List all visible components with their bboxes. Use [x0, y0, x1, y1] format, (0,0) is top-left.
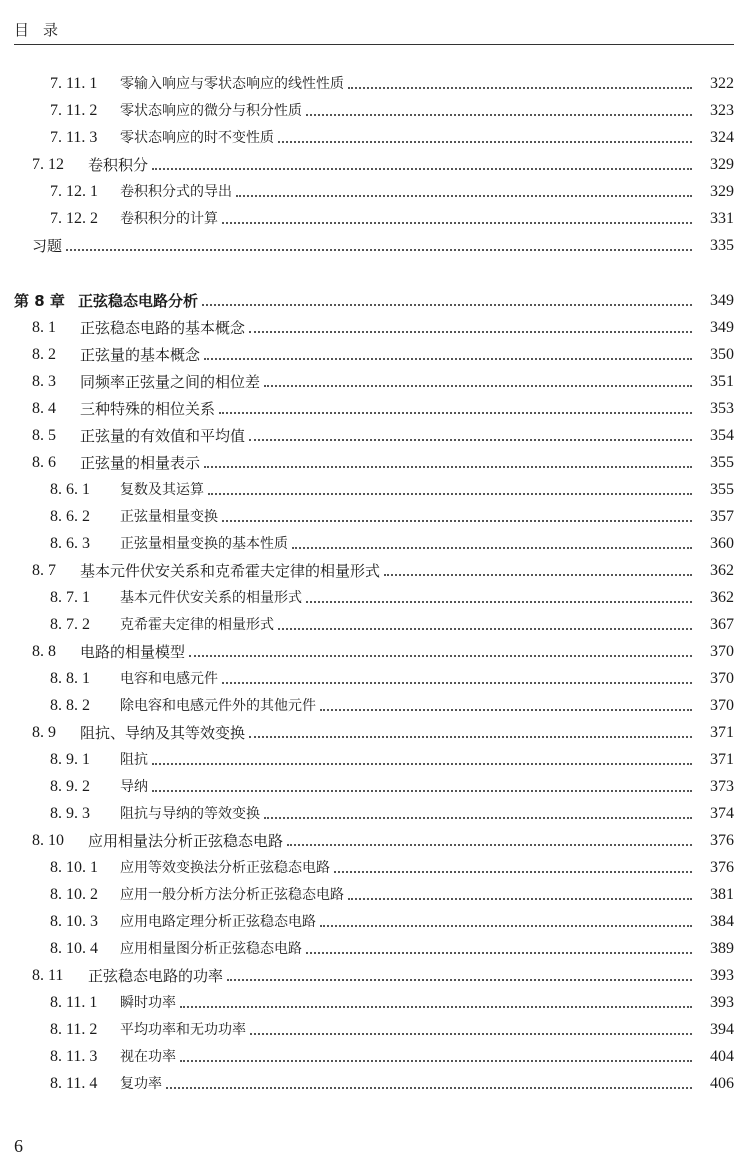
toc-entry[interactable]	[0, 393, 750, 419]
toc-entry-page: 360	[710, 535, 734, 552]
toc-entry-number: 8. 11. 4	[50, 1075, 98, 1092]
dot-leader	[348, 87, 692, 89]
toc-entry-number: 8. 6. 2	[50, 508, 90, 525]
toc-entry[interactable]	[0, 68, 750, 94]
toc-entry[interactable]	[0, 852, 750, 878]
toc-entry[interactable]	[0, 447, 750, 473]
toc-entry-title: 导纳	[120, 779, 148, 795]
toc-entry[interactable]	[0, 906, 750, 932]
toc-entry[interactable]	[0, 690, 750, 716]
toc-entry-title: 正弦量的有效值和平均值	[80, 427, 246, 445]
toc-entry-number: 8. 6. 1	[50, 481, 90, 498]
toc-entry[interactable]	[0, 285, 750, 311]
toc-entry-title: 应用相量图分析正弦稳态电路	[120, 941, 302, 957]
toc-entry-page: 389	[710, 940, 734, 957]
page-number: 6	[14, 1136, 23, 1156]
toc-entry-title: 复功率	[120, 1076, 162, 1092]
toc-entry-page: 355	[710, 481, 734, 498]
dot-leader	[204, 358, 692, 360]
toc-entry-title: 瞬时功率	[120, 995, 176, 1011]
toc-entry-number: 7. 12. 1	[50, 183, 98, 200]
dot-leader	[227, 979, 692, 981]
toc-entry-number: 8. 11	[32, 967, 64, 984]
dot-leader	[306, 952, 692, 954]
toc-entry-title: 平均功率和无功功率	[120, 1022, 246, 1038]
toc-entry-number: 8. 8. 2	[50, 697, 90, 714]
running-head: 目录	[14, 21, 73, 39]
dot-leader	[202, 304, 692, 306]
toc-entry-page: 331	[710, 210, 734, 227]
toc-entry-number: 8. 7. 2	[50, 616, 90, 633]
toc-entry-title: 除电容和电感元件外的其他元件	[120, 698, 316, 714]
toc-entry-title: 正弦稳态电路的基本概念	[80, 319, 246, 337]
toc-entry-page: 349	[710, 292, 734, 309]
dot-leader	[66, 249, 692, 251]
toc-entry-number: 8. 7. 1	[50, 589, 90, 606]
dot-leader	[222, 520, 692, 522]
toc-entry-page: 371	[710, 724, 734, 741]
dot-leader	[249, 736, 692, 738]
toc-entry-number: 8. 5	[32, 427, 56, 444]
toc-entry[interactable]	[0, 122, 750, 148]
toc-entry-page: 393	[710, 994, 734, 1011]
toc-entry-number: 8. 1	[32, 319, 56, 336]
toc-entry-title: 零输入响应与零状态响应的线性性质	[120, 76, 344, 92]
toc-entry[interactable]	[0, 501, 750, 527]
dot-leader	[306, 114, 692, 116]
toc-entry[interactable]	[0, 960, 750, 986]
dot-leader	[180, 1006, 692, 1008]
toc-entry-number: 8. 8	[32, 643, 56, 660]
toc-entry-title: 正弦稳态电路的功率	[88, 967, 224, 985]
toc-entry-number: 8. 11. 3	[50, 1048, 98, 1065]
toc-entry-page: 367	[710, 616, 734, 633]
toc-entry-number: 7. 12	[32, 156, 64, 173]
toc-entry-title: 视在功率	[120, 1049, 176, 1065]
toc-entry-page: 353	[710, 400, 734, 417]
toc-entry-number: 8. 10. 1	[50, 859, 98, 876]
toc-entry-number: 8. 11. 2	[50, 1021, 98, 1038]
toc-entry-number: 8. 2	[32, 346, 56, 363]
toc-entry-page: 324	[710, 129, 734, 146]
toc-entry-page: 404	[710, 1048, 734, 1065]
toc-entry-number: 8. 6	[32, 454, 56, 471]
toc-entry-title: 电路的相量模型	[80, 643, 186, 661]
dot-leader	[250, 1033, 692, 1035]
toc-entry-number: 8. 6. 3	[50, 535, 90, 552]
toc-entry-page: 381	[710, 886, 734, 903]
toc-entry-title: 正弦量相量变换的基本性质	[120, 536, 288, 552]
toc-entry-page: 357	[710, 508, 734, 525]
toc-entry-title: 卷积积分	[88, 156, 149, 174]
toc-entry-title: 零状态响应的微分与积分性质	[120, 103, 302, 119]
dot-leader	[264, 385, 692, 387]
dot-leader	[264, 817, 692, 819]
dot-leader	[278, 628, 692, 630]
toc-entry[interactable]	[0, 663, 750, 689]
toc-entry-page: 373	[710, 778, 734, 795]
toc-entry-title: 阻抗、导纳及其等效变换	[80, 724, 246, 742]
dot-leader	[166, 1087, 692, 1089]
toc-entry-title: 克希霍夫定律的相量形式	[120, 617, 274, 633]
toc-entry-page: 349	[710, 319, 734, 336]
toc-entry-page: 384	[710, 913, 734, 930]
toc-entry-page: 376	[710, 859, 734, 876]
toc-entry[interactable]	[0, 95, 750, 121]
toc-entry-title: 应用电路定理分析正弦稳态电路	[120, 914, 316, 930]
toc-entry[interactable]	[0, 636, 750, 662]
toc-entry[interactable]	[0, 176, 750, 202]
dot-leader	[320, 709, 692, 711]
dot-leader	[189, 655, 692, 657]
toc-entry[interactable]	[0, 987, 750, 1013]
toc-entry-page: 376	[710, 832, 734, 849]
toc-entry-title: 卷积积分的计算	[120, 211, 218, 227]
dot-leader	[292, 547, 692, 549]
dot-leader	[334, 871, 692, 873]
toc-entry-number: 7. 11. 2	[50, 102, 98, 119]
toc-entry-number: 8. 9. 3	[50, 805, 90, 822]
toc-entry[interactable]	[0, 825, 750, 851]
toc-entry-title: 同频率正弦量之间的相位差	[80, 373, 261, 391]
toc-entry[interactable]	[0, 1068, 750, 1094]
toc-entry-page: 354	[710, 427, 734, 444]
toc-entry-number: 8. 9. 2	[50, 778, 90, 795]
toc-entry-number: 8. 8. 1	[50, 670, 90, 687]
toc-entry-title: 应用一般分析方法分析正弦稳态电路	[120, 887, 344, 903]
dot-leader	[152, 790, 692, 792]
toc-entry-page: 371	[710, 751, 734, 768]
toc-entry-page: 323	[710, 102, 734, 119]
toc-entry-page: 322	[710, 75, 734, 92]
toc-entry-page: 362	[710, 562, 734, 579]
toc-entry-title: 正弦量的基本概念	[80, 346, 201, 364]
dot-leader	[249, 439, 692, 441]
toc-entry[interactable]	[0, 582, 750, 608]
dot-leader	[180, 1060, 692, 1062]
dot-leader	[348, 898, 692, 900]
toc-entry-page: 370	[710, 697, 734, 714]
toc-entry-number: 8. 7	[32, 562, 56, 579]
toc-entry-title: 习题	[32, 237, 63, 255]
toc-entry-title: 正弦量相量变换	[120, 509, 218, 525]
toc-entry-number: 8. 11. 1	[50, 994, 98, 1011]
dot-leader	[222, 222, 692, 224]
toc-entry[interactable]	[0, 1041, 750, 1067]
toc-entry-number: 7. 11. 3	[50, 129, 98, 146]
dot-leader	[222, 682, 692, 684]
toc-entry-number: 7. 11. 1	[50, 75, 98, 92]
toc-entry-page: 393	[710, 967, 734, 984]
toc-entry-number: 8. 3	[32, 373, 56, 390]
dot-leader	[320, 925, 692, 927]
toc-entry-number: 8. 9	[32, 724, 56, 741]
dot-leader	[204, 466, 692, 468]
toc-entry-page: 374	[710, 805, 734, 822]
toc-entry-number: 8. 10. 4	[50, 940, 98, 957]
toc-entry-title: 基本元件伏安关系的相量形式	[120, 590, 302, 606]
toc-entry-title: 正弦稳态电路分析	[78, 292, 199, 310]
toc-entry[interactable]	[0, 798, 750, 824]
toc-entry-number: 8. 10. 2	[50, 886, 98, 903]
dot-leader	[306, 601, 692, 603]
toc-entry[interactable]	[0, 609, 750, 635]
toc-entry[interactable]	[0, 717, 750, 743]
toc-entry-title: 应用相量法分析正弦稳态电路	[88, 832, 284, 850]
toc-entry-title: 基本元件伏安关系和克希霍夫定律的相量形式	[80, 562, 381, 580]
toc-entry[interactable]	[0, 230, 750, 256]
toc-entry-number: 7. 12. 2	[50, 210, 98, 227]
toc-entry[interactable]	[0, 203, 750, 229]
toc-entry-page: 370	[710, 643, 734, 660]
toc-entry-number: 8. 9. 1	[50, 751, 90, 768]
toc-entry-title: 零状态响应的时不变性质	[120, 130, 274, 146]
toc-entry-title: 电容和电感元件	[120, 671, 218, 687]
toc-entry-page: 406	[710, 1075, 734, 1092]
dot-leader	[236, 195, 692, 197]
toc-entry-page: 335	[710, 237, 734, 254]
toc-entry-page: 329	[710, 183, 734, 200]
toc-entry-title: 复数及其运算	[120, 482, 204, 498]
toc-entry[interactable]	[0, 744, 750, 770]
toc-entry[interactable]	[0, 879, 750, 905]
header-rule	[14, 44, 734, 45]
toc-entry-page: 394	[710, 1021, 734, 1038]
dot-leader	[249, 331, 692, 333]
dot-leader	[278, 141, 692, 143]
toc-entry-number: 8. 10	[32, 832, 64, 849]
toc-entry-page: 350	[710, 346, 734, 363]
dot-leader	[384, 574, 692, 576]
toc-entry-title: 卷积积分式的导出	[120, 184, 232, 200]
toc-entry[interactable]	[0, 528, 750, 554]
toc-entry[interactable]	[0, 555, 750, 581]
toc-entry[interactable]	[0, 771, 750, 797]
toc-entry-title: 应用等效变换法分析正弦稳态电路	[120, 860, 330, 876]
toc-entry[interactable]	[0, 933, 750, 959]
dot-leader	[287, 844, 692, 846]
toc-entry-number: 第 8 章	[14, 292, 65, 310]
toc-entry[interactable]	[0, 474, 750, 500]
dot-leader	[219, 412, 692, 414]
toc-entry-title: 阻抗与导纳的等效变换	[120, 806, 260, 822]
toc-entry-title: 正弦量的相量表示	[80, 454, 201, 472]
dot-leader	[152, 168, 692, 170]
toc-entry[interactable]	[0, 339, 750, 365]
toc-entry-number: 8. 10. 3	[50, 913, 98, 930]
toc-entry[interactable]	[0, 366, 750, 392]
toc-entry[interactable]	[0, 149, 750, 175]
toc-entry[interactable]	[0, 312, 750, 338]
toc-entry[interactable]	[0, 1014, 750, 1040]
toc-entry-page: 362	[710, 589, 734, 606]
toc-entry-page: 351	[710, 373, 734, 390]
toc-entry-title: 阻抗	[120, 752, 148, 768]
toc-entry-page: 329	[710, 156, 734, 173]
dot-leader	[152, 763, 692, 765]
toc-entry-number: 8. 4	[32, 400, 56, 417]
toc-entry-page: 355	[710, 454, 734, 471]
toc-entry-title: 三种特殊的相位关系	[80, 400, 216, 418]
dot-leader	[208, 493, 692, 495]
toc-entry-page: 370	[710, 670, 734, 687]
toc-entry[interactable]	[0, 420, 750, 446]
